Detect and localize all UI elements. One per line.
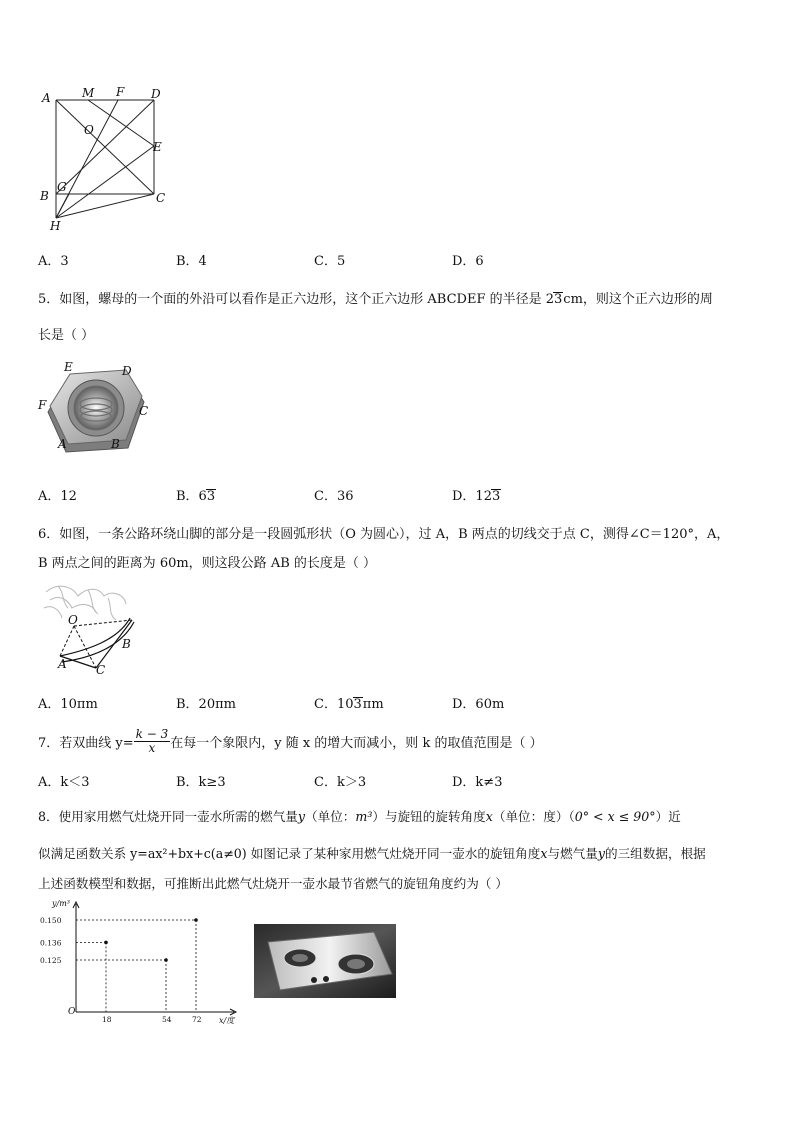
sqrt: 3 (206, 489, 216, 504)
option-text: D．60m (452, 697, 505, 712)
label-H: H (50, 219, 61, 233)
q6-stem-line1: 6．如图，一条公路环绕山脚的部分是一段圆弧形状（O 为圆心），过 A，B 两点的切线交于点 C，测得∠C＝120°，A， (38, 527, 730, 542)
option-text: A．12 (38, 489, 77, 504)
nut-label-D: D (122, 364, 132, 378)
nut-label-A: A (58, 437, 67, 451)
q8-text: 8．使用家用燃气灶烧开同一壶水所需的燃气量 (38, 809, 298, 824)
label-D: D (151, 87, 161, 101)
x-tick-label: 72 (192, 1015, 202, 1024)
nut-label-E: E (64, 360, 73, 374)
road-label-B: B (122, 637, 131, 651)
option-text: D．12 (452, 489, 492, 504)
q7-suffix: 在每一个象限内，y 随 x 的增大而减小，则 k 的取值范围是（ ） (170, 735, 543, 751)
y-tick-label: 0.136 (40, 938, 62, 948)
sqrt: 3 (491, 489, 501, 504)
nut-label-C: C (139, 404, 149, 418)
chart-origin: O (68, 1007, 76, 1017)
q7-option-d[interactable]: D．k≠3 (452, 775, 503, 790)
q4-option-c[interactable]: C．5 (314, 254, 346, 269)
q4-option-a[interactable]: A．3 (38, 254, 69, 269)
label-C: C (156, 191, 166, 205)
data-point-2 (194, 918, 198, 922)
q6-option-c[interactable] (314, 693, 384, 712)
range: 0° < x ≤ 90° (574, 809, 656, 824)
data-point-0 (104, 941, 108, 945)
road-label-O: O (68, 613, 78, 627)
option-text: C．36 (314, 489, 354, 504)
label-M: M (82, 86, 95, 100)
sqrt: 3 (353, 697, 362, 712)
q5-option-b[interactable] (176, 485, 216, 504)
q8-text: （单位： (305, 809, 356, 824)
q7-fraction (134, 728, 171, 755)
q5-option-a[interactable] (38, 485, 77, 504)
option-text-tail: πm (362, 697, 384, 712)
option-text: B．6 (176, 489, 207, 504)
gas-angle-chart (38, 896, 248, 1026)
square-figure (36, 84, 176, 236)
q7-option-a[interactable]: A．k＜3 (38, 775, 90, 790)
label-F: F (116, 85, 125, 99)
chart-xlabel: x/度 (219, 1016, 235, 1025)
q8-stem-line3: 上述函数模型和数据，可推断出此燃气灶烧开一壶水最节省燃气的旋钮角度约为（ ） (38, 876, 508, 891)
y-tick-label: 0.125 (40, 956, 62, 965)
option-text: C．10 (314, 697, 354, 712)
q5-stem-part: cm，则这个正六边形的周 (563, 292, 713, 307)
label-O: O (84, 123, 94, 137)
option-text: A．10πm (38, 697, 98, 712)
q6-stem-line2: B 两点之间的距离为 60m，则这段公路 AB 的长度是（ ） (38, 556, 377, 571)
q7-prefix: 7．若双曲线 y= (38, 735, 134, 751)
q6-option-a[interactable] (38, 693, 98, 712)
q4-option-b[interactable]: B．4 (176, 254, 207, 269)
q7-stem (38, 726, 543, 756)
q8-text: 的三组数据，根据 (604, 846, 706, 861)
q8-text: （单位：度）（ (492, 809, 575, 824)
q8-stem-line1 (38, 806, 681, 825)
unit: m³ (355, 809, 373, 824)
gas-stove-photo (254, 924, 396, 998)
q6-option-d[interactable] (452, 693, 504, 712)
q7-option-b[interactable]: B．k≥3 (176, 775, 226, 790)
q5-option-c[interactable] (314, 485, 354, 504)
q8-text: ）近 (655, 809, 681, 824)
q8-text: 与燃气量 (547, 846, 598, 861)
fraction-denominator: x (148, 740, 156, 755)
nut-label-F: F (38, 398, 47, 412)
q5-stem-part: 5．如图，螺母的一个面的外沿可以看作是正六边形，这个正六边形 ABCDEF 的半径是 2 (38, 292, 555, 307)
road-arc-figure (38, 578, 148, 678)
var-y: y (597, 846, 605, 861)
label-A: A (42, 91, 51, 105)
x-tick-label: 18 (102, 1015, 112, 1024)
chart-ylabel: y/m³ (52, 899, 71, 908)
label-G: G (57, 180, 67, 194)
q8-stem-line2 (38, 843, 706, 862)
q5-stem-line2: 长是（ ） (38, 328, 95, 343)
var-y: y (297, 809, 306, 824)
sqrt: 3 (554, 292, 563, 307)
option-text: B．20πm (176, 697, 236, 712)
q8-text: ）与旋钮的旋转角度 (372, 809, 486, 824)
q5-option-d[interactable] (452, 485, 501, 504)
x-tick-label: 54 (162, 1015, 172, 1024)
road-label-A: A (58, 657, 67, 671)
var-x: x (485, 809, 493, 824)
hex-nut-figure (36, 360, 166, 460)
q8-text: 似满足函数关系 y=ax²+bx+c(a≠0) 如图记录了某种家用燃气灶烧开同一壶水的旋钮角度 (38, 846, 541, 861)
data-point-1 (164, 958, 168, 962)
y-tick-label: 0.150 (40, 916, 62, 925)
q6-option-b[interactable] (176, 693, 236, 712)
q4-option-d[interactable]: D．6 (452, 254, 484, 269)
q7-option-c[interactable]: C．k＞3 (314, 775, 367, 790)
fraction-numerator: k − 3 (135, 726, 169, 741)
var-x: x (540, 846, 548, 861)
road-label-C: C (96, 663, 106, 677)
label-B: B (40, 189, 49, 203)
label-E: E (153, 140, 162, 154)
q5-stem-line1 (38, 288, 713, 307)
nut-label-B: B (111, 437, 120, 451)
